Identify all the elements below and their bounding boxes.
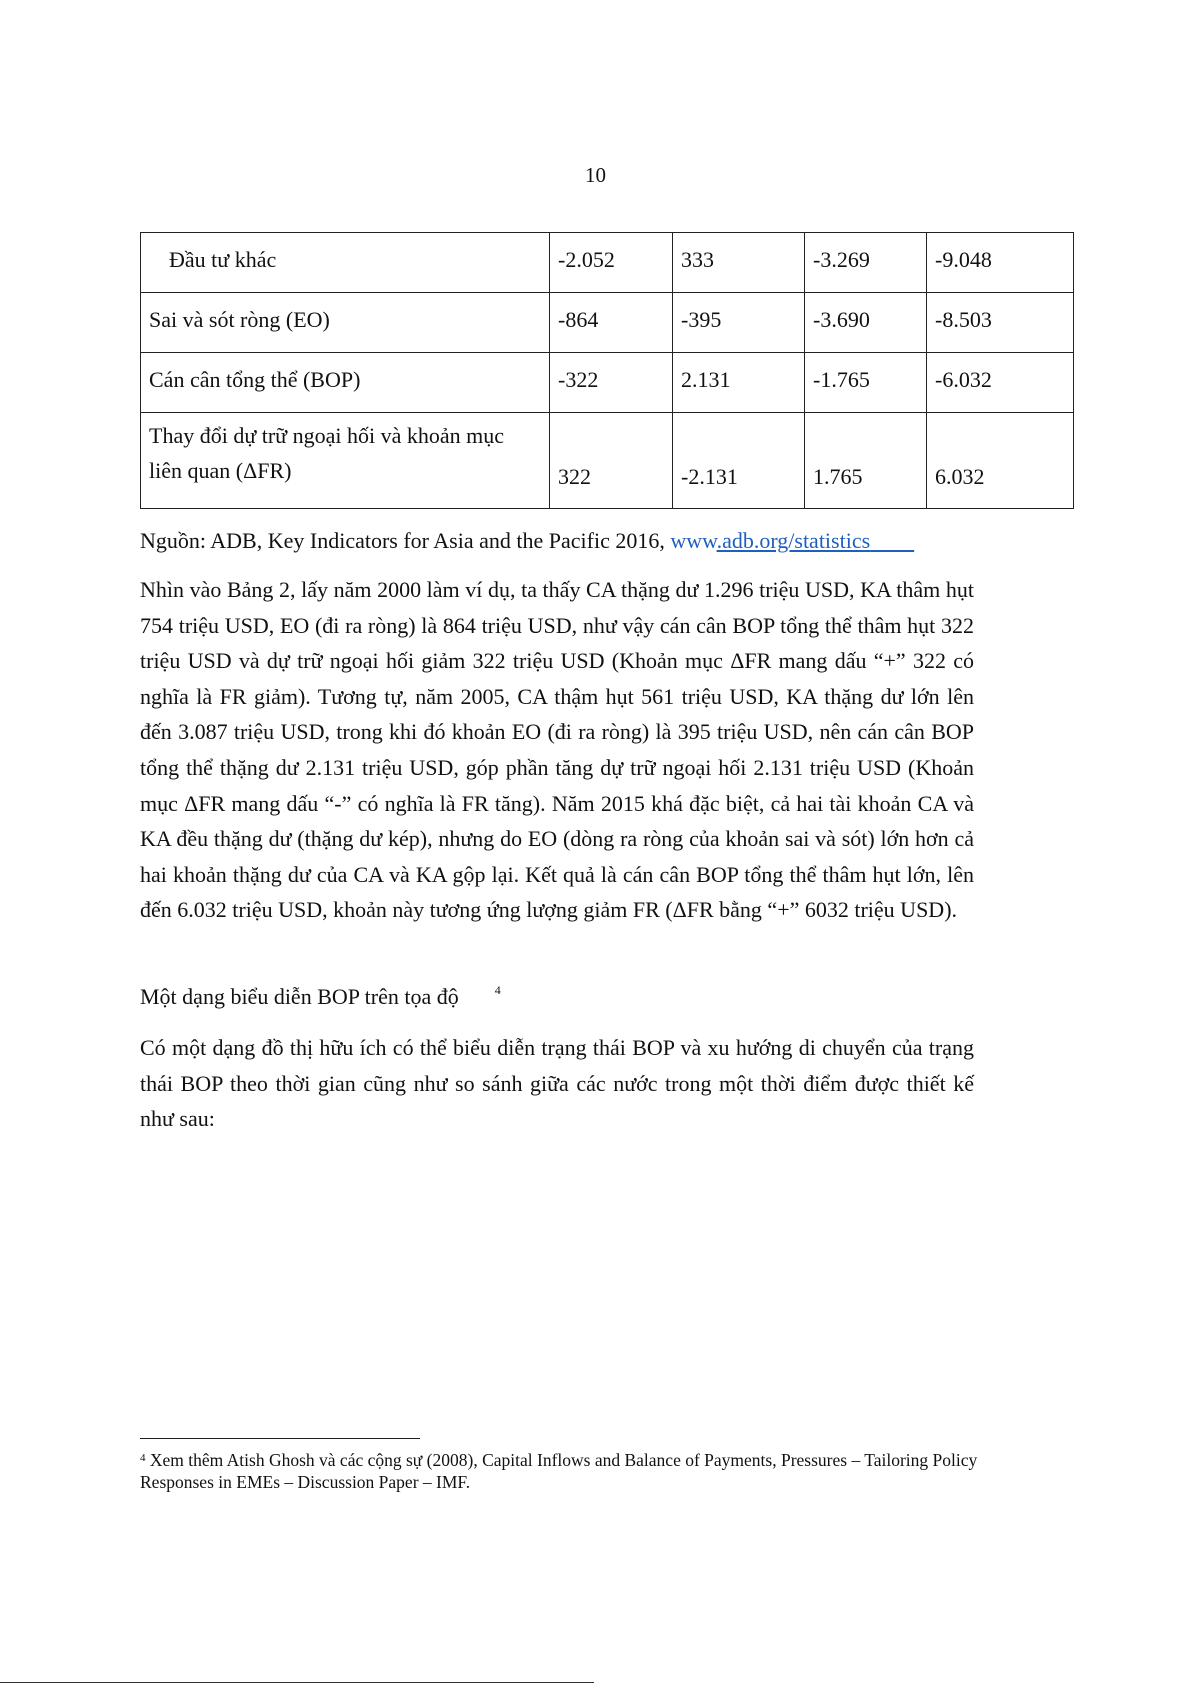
source-link-underline-tail bbox=[870, 528, 914, 553]
body-paragraph: Có một dạng đồ thị hữu ích có thể biểu diễn trạng thái BOP và xu hướng di chuyển của trạng thái BOP theo thời gian cũng như so sánh giữa các nước trong một thời điểm được thiết kế như sau: bbox=[140, 1035, 974, 1131]
table-cell: -322 bbox=[550, 353, 673, 413]
footnote-mark: 4 bbox=[140, 1452, 146, 1464]
footnote-separator bbox=[140, 1438, 420, 1439]
table-row bbox=[141, 413, 1074, 509]
row-label: Cán cân tổng thể (BOP) bbox=[141, 353, 550, 413]
table-cell: -3.690 bbox=[805, 293, 927, 353]
table-cell: -2.052 bbox=[550, 233, 673, 293]
table-cell: -8.503 bbox=[927, 293, 1074, 353]
table-cell: -1.765 bbox=[805, 353, 927, 413]
table-cell: -395 bbox=[673, 293, 805, 353]
bottom-edge-line bbox=[0, 1682, 594, 1683]
table-cell: -6.032 bbox=[927, 353, 1074, 413]
row-label-line1: Thay đổi dự trữ ngoại hối và khoản mục bbox=[149, 423, 504, 448]
section-heading-text: Một dạng biểu diễn BOP trên tọa độ bbox=[140, 984, 459, 1009]
table-cell: 6.032 bbox=[927, 413, 1074, 509]
source-prefix: Nguồn: ADB, Key Indicators for Asia and the Pacific 2016, bbox=[140, 528, 671, 553]
bop-table bbox=[140, 232, 1074, 509]
table-row bbox=[141, 293, 1074, 353]
body-paragraph: Nhìn vào Bảng 2, lấy năm 2000 làm ví dụ, ta thấy CA thặng dư 1.296 triệu USD, KA thâm hụt 754 triệu USD, EO (đi ra ròng) là 864 triệu USD, như vậy cán cân BOP tổng thể thâm hụt 322 triệu USD và dự trữ ngoại hối giảm 322 triệu USD (Khoản mục ΔFR mang dấu “+” 322 có nghĩa là FR giảm). Tương tự, năm 2005, CA thậm hụt 561 triệu USD, KA thặng dư lớn lên đến 3.087 triệu USD, trong khi đó khoản EO (đi ra ròng) là 395 triệu USD, nên cán cân BOP tổng thể thặng dư 2.131 triệu USD, góp phần tăng dự trữ ngoại hối 2.131 triệu USD (Khoản mục ΔFR mang dấu “-” có nghĩa là FR tăng). Năm 2015 khá đặc biệt, cả hai tài khoản CA và KA đều thặng dư (thặng dư kép), nhưng do EO (dòng ra ròng của khoản sai và sót) lớn hơn cả hai khoản thặng dư của CA và KA gộp lại. Kết quả là cán cân BOP tổng thể thâm hụt lớn, lên đến 6.032 triệu USD, khoản này tương ứng lượng giảm FR (ΔFR bằng “+” 6032 triệu USD). bbox=[140, 577, 974, 923]
row-label: Sai và sót ròng (EO) bbox=[141, 293, 550, 353]
table-cell: 322 bbox=[550, 413, 673, 509]
page-number: 10 bbox=[585, 163, 606, 187]
source-link-www: www bbox=[670, 528, 717, 553]
table-cell: -3.269 bbox=[805, 233, 927, 293]
table-cell: -864 bbox=[550, 293, 673, 353]
table-row bbox=[141, 233, 1074, 293]
table-cell: 333 bbox=[673, 233, 805, 293]
row-label-text: Đầu tư khác bbox=[169, 247, 277, 272]
source-link[interactable] bbox=[670, 528, 914, 553]
table-cell: 2.131 bbox=[673, 353, 805, 413]
footnote-ref[interactable]: 4 bbox=[494, 983, 501, 997]
row-label bbox=[141, 413, 550, 509]
table-row bbox=[141, 353, 1074, 413]
footnote-text: Xem thêm Atish Ghosh và các cộng sự (2008), Capital Inflows and Balance of Payments, Pressures – Tailoring Policy Responses in EMEs – Discussion Paper – IMF. bbox=[140, 1450, 978, 1492]
source-link-path: .adb.org/statistics bbox=[716, 528, 871, 553]
table-cell: -9.048 bbox=[927, 233, 1074, 293]
row-label-line2: liên quan (ΔFR) bbox=[149, 458, 292, 483]
table-cell: 1.765 bbox=[805, 413, 927, 509]
footnote bbox=[140, 1447, 980, 1493]
row-label bbox=[141, 233, 550, 293]
table-cell: -2.131 bbox=[673, 413, 805, 509]
section-heading bbox=[140, 983, 501, 1010]
table-source bbox=[140, 528, 914, 554]
